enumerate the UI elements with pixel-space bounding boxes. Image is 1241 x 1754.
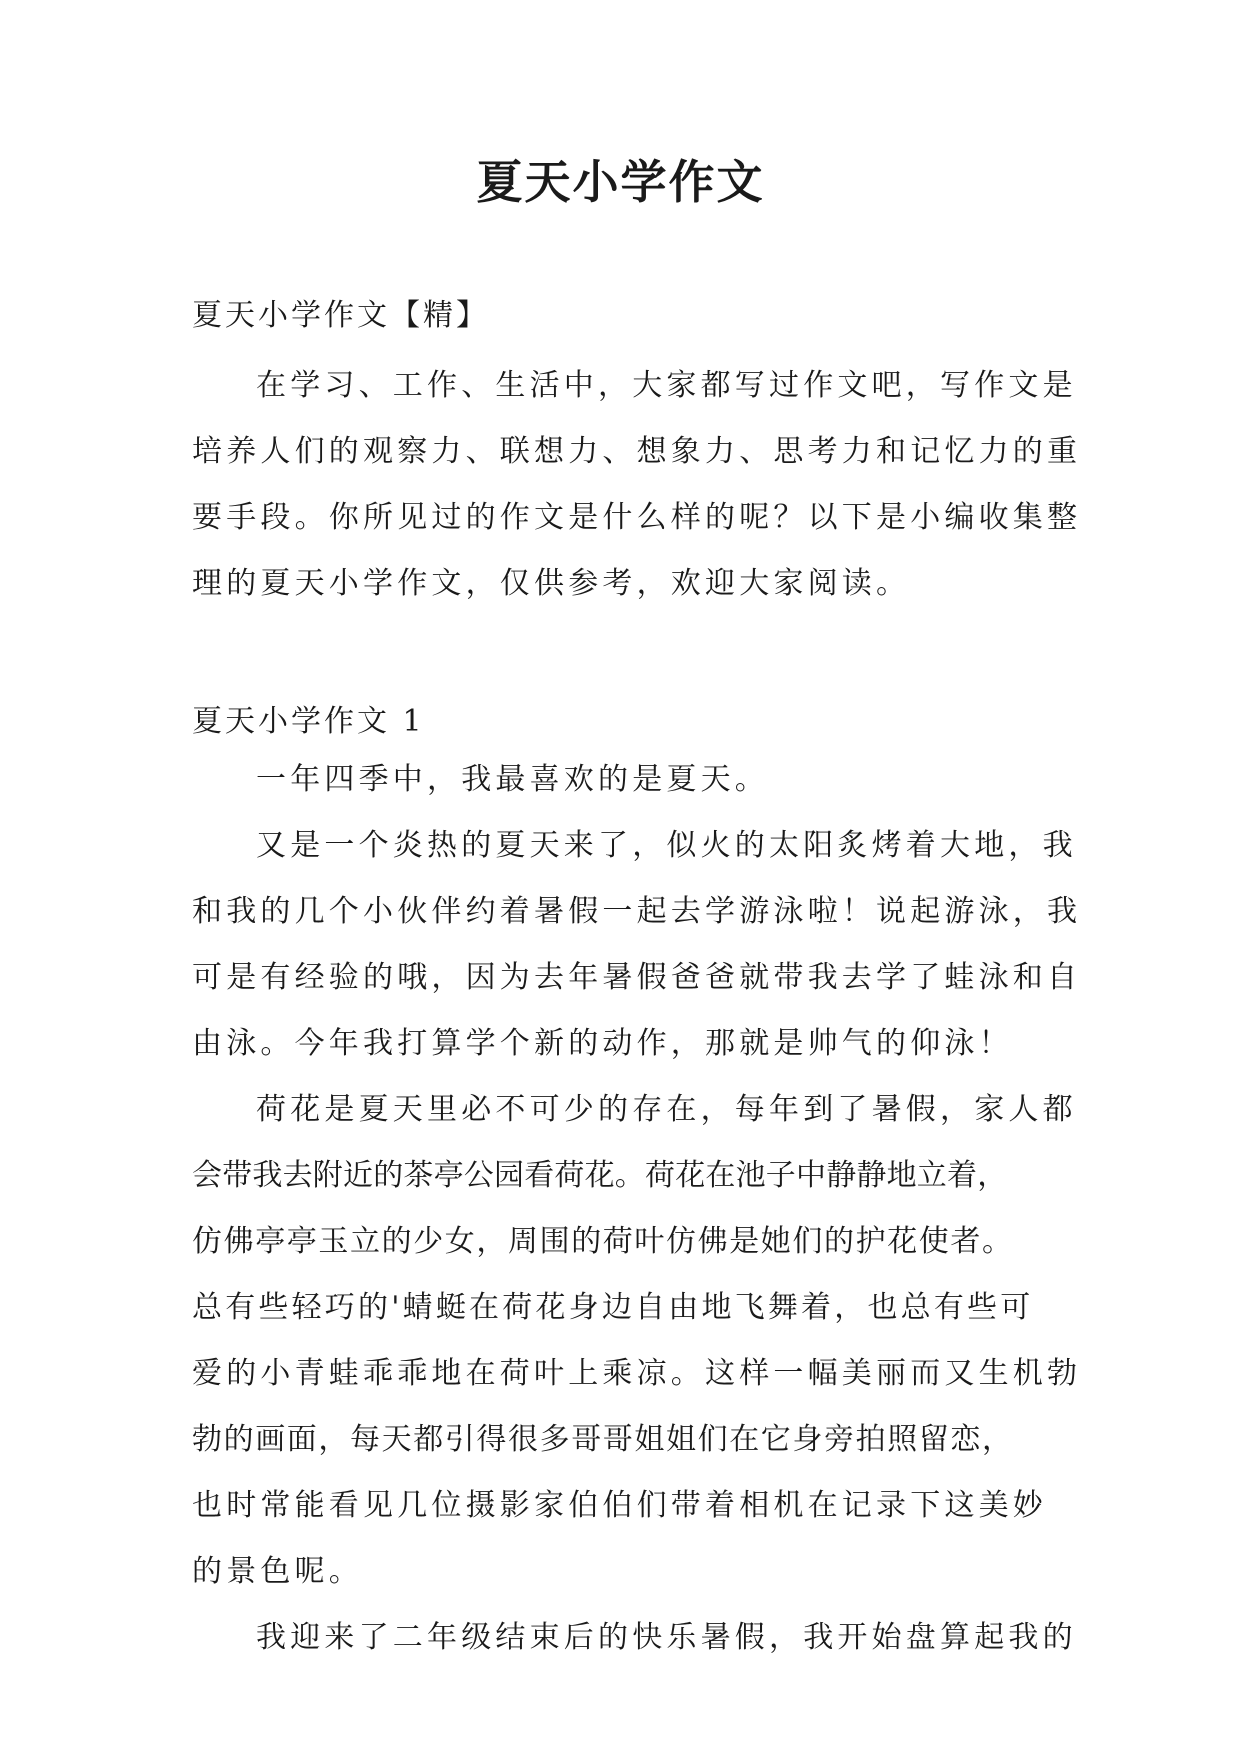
- paragraph-line: 培养人们的观察力、联想力、想象力、思考力和记忆力的重: [192, 434, 1082, 469]
- paragraph-line: 荷花是夏天里必不可少的存在，每年到了暑假，家人都: [256, 1092, 1077, 1127]
- paragraph-line: 由泳。今年我打算学个新的动作，那就是帅气的仰泳！: [192, 1026, 1013, 1061]
- paragraph-line: 爱的小青蛙乖乖地在荷叶上乘凉。这样一幅美丽而又生机勃: [192, 1356, 1082, 1391]
- paragraph-line: 的景色呢。: [192, 1554, 363, 1589]
- paragraph-line: 理的夏天小学作文，仅供参考，欢迎大家阅读。: [192, 566, 911, 601]
- paragraph-line: 一年四季中，我最喜欢的是夏天。: [256, 762, 769, 797]
- paragraph-line: 会带我去附近的茶亭公园看荷花。荷花在池子中静静地立着，: [192, 1158, 1008, 1193]
- paragraph-line: 可是有经验的哦，因为去年暑假爸爸就带我去学了蛙泳和自: [192, 960, 1082, 995]
- essay-body: [192, 758, 1082, 1682]
- paragraph-line: 总有些轻巧的'蜻蜓在荷花身边自由地飞舞着，也总有些可: [192, 1290, 1034, 1325]
- paragraph-line: 我迎来了二年级结束后的快乐暑假，我开始盘算起我的: [256, 1620, 1077, 1655]
- paragraph-line: 也时常能看见几位摄影家伯伯们带着相机在记录下这美妙: [192, 1488, 1047, 1523]
- paragraph-line: 仿佛亭亭玉立的少女，周围的荷叶仿佛是她们的护花使者。: [192, 1224, 1014, 1259]
- paragraph-line: 要手段。你所见过的作文是什么样的呢？以下是小编收集整: [192, 500, 1082, 535]
- section-heading: 夏天小学作文 1: [192, 704, 425, 739]
- paragraph-line: 在学习、工作、生活中，大家都写过作文吧，写作文是: [256, 368, 1077, 403]
- paragraph-line: 又是一个炎热的夏天来了，似火的太阳炙烤着大地，我: [256, 828, 1077, 863]
- paragraph-line: 和我的几个小伙伴约着暑假一起去学游泳啦！说起游泳，我: [192, 894, 1082, 929]
- document-title: 夏天小学作文: [476, 155, 765, 209]
- paragraph-line: 勃的画面，每天都引得很多哥哥姐姐们在它身旁拍照留恋，: [192, 1422, 1014, 1457]
- intro-paragraph: [192, 364, 1082, 628]
- document-subtitle: 夏天小学作文【精】: [192, 298, 489, 333]
